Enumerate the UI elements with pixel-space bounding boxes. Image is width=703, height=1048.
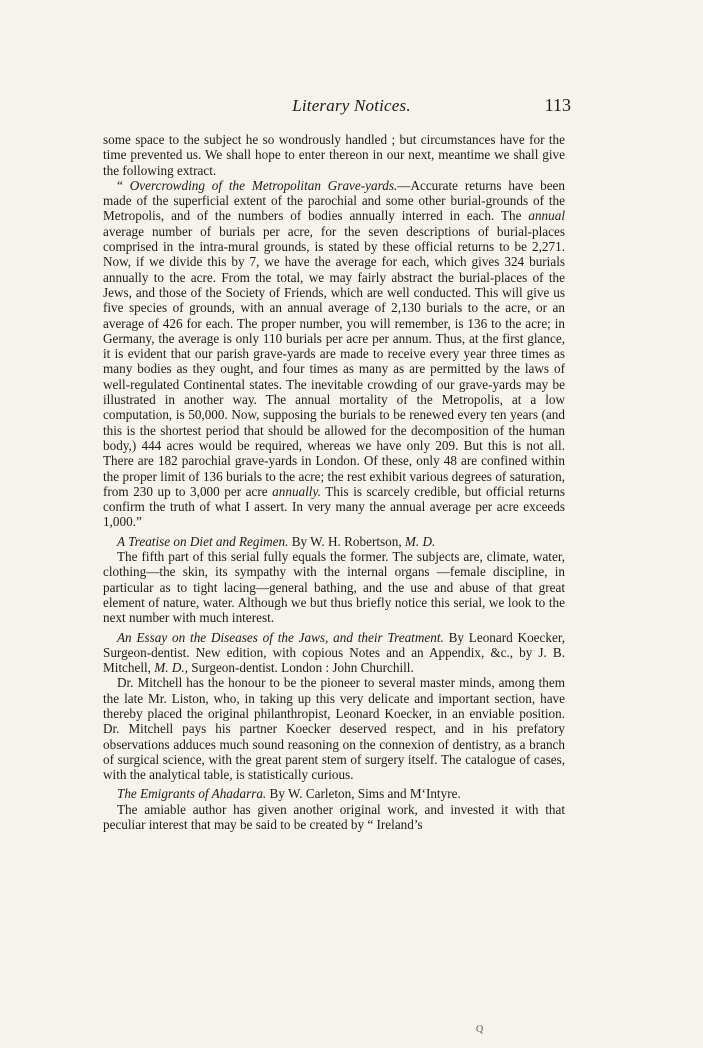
author-degree: M. D. — [404, 533, 436, 549]
book-title-emigrants: The Emigrants of Ahadarra. — [117, 786, 267, 802]
book-title-diet: A Treatise on Diet and Regimen. — [117, 533, 289, 549]
continuation-paragraph: some space to the subject he so wondrously handled ; but circumstances have for the time prevented us. We shall hope to enter thereon in our next, meantime we shall give the following extract. — [103, 132, 565, 178]
page-body — [103, 132, 565, 832]
book-title-jaws: An Essay on the Diseases of the Jaws, and their Treatment. — [117, 629, 444, 645]
review-jaws: Dr. Mitchell has the honour to be the pioneer to several master minds, among them the late Mr. Liston, who, in taking up this very delicate and important section, have thereby placed the original philanthropist, Leonard Koecker, in an enviable position. Dr. Mitchell pays his partner Koecker deserved respect, and in his prefatory observations adduces much sound reasoning on the connexion of dentistry, as a branch of surgical science, with the great parent stem of surgery itself. The catalogue of cases, with the analytical table, is statistically curious. — [103, 675, 565, 783]
page-header — [0, 92, 703, 122]
extract-text-1: —Accurate returns have been made of the superficial extent of the parochial and some other burial-grounds of the Metropolis, and of the numbers of bodies annually interred in each. The — [103, 177, 566, 224]
running-title: Literary Notices. — [292, 96, 411, 115]
grave-yards-extract — [103, 178, 565, 530]
extract-text-2: average number of burials per acre, for the seven descriptions of burial-places comprised in the intra-mural grounds, is stated by these official returns to be 2,271. Now, if we divide this by 7, we have the average for each, which gives 324 burials annually to the acre. From the total, we may fairly abstract the burial-places of the Jews, and those of the Society of Friends, which are well conducted. This will give us five species of grounds, with an annual average of 2,130 burials to the acre, or an average of 426 for each. The proper number, you will remember, is 136 to the acre; in Germany, the average is only 110 burials per acre per annum. Thus, at the first glance, it is evident that our parish grave-yards are made to receive every year three times as many bodies as they ought, and four times as many as are permitted by the laws of well-regulated Continental states. The inevitable crowding of our grave-yards may be illustrated in another way. The annual mortality of the Metropolis, at a low computation, is 50,000. Now, supposing the burials to be renewed every ten years (and this is the shortest period that should be allowed for the decomposition of the human body,) 444 acres would be required, whereas we have only 209. But this is not all. There are 182 parochial grave-yards in London. Of these, only 48 are confined within the proper limit of 136 burials to the acre; the rest exhibit various degrees of saturation, from 230 up to 3,000 per acre — [103, 223, 565, 499]
review-diet: The fifth part of this serial fully equals the former. The subjects are, climate, water, clothing—the skin, its sympathy with the internal organs —female discipline, in particular as to tight lacing—general bathing, and the use and abuse of that great element of nature, water. Although we but thus briefly notice this serial, we look to the next number with much interest. — [103, 549, 565, 626]
notice-heading-jaws — [103, 630, 565, 676]
open-quote: “ — [117, 177, 130, 193]
extract-emphasis-annually: annually. — [272, 483, 321, 499]
book-details-jaws-1: By Leonard Koecker, Surgeon-dentist. New edition, with copious Notes and an Appendix, &c., by J. B. Mitchell, — [103, 629, 565, 676]
notice-heading-emigrants — [103, 786, 565, 801]
page-number: 113 — [544, 95, 571, 115]
extract-title: Overcrowding of the Metropolitan Grave-yards. — [129, 177, 398, 193]
book-author-diet: By W. H. Robertson, — [288, 533, 405, 549]
signature-mark: Q — [476, 1024, 484, 1035]
notice-heading-diet — [103, 534, 565, 549]
book-author-emigrants: By W. Carleton, Sims and M‘Intyre. — [266, 786, 461, 802]
book-details-jaws-2: , Surgeon-dentist. London : John Churchill. — [184, 660, 414, 676]
extract-text-3: This is scarcely credible, but official returns confirm the truth of what I assert. In very many the annual average per acre exceeds 1,000.” — [103, 483, 565, 530]
review-emigrants: The amiable author has given another original work, and invested it with that peculiar interest that may be said to be created by “ Ireland’s — [103, 801, 565, 833]
editor-degree: M. D. — [154, 660, 185, 676]
extract-emphasis-annual: annual — [528, 208, 565, 224]
